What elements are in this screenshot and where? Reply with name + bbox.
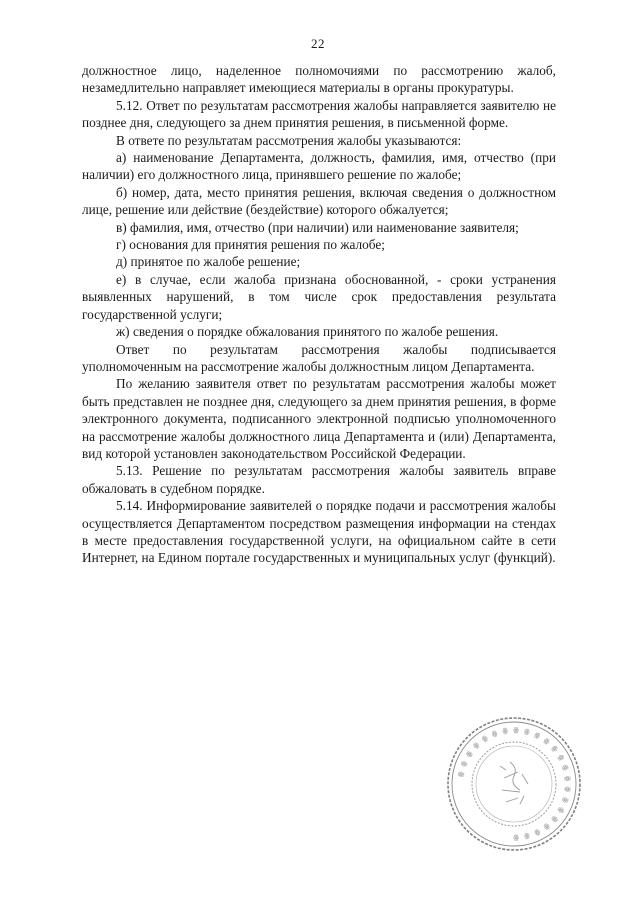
list-item-g: г) основания для принятия решения по жалобе; xyxy=(116,237,385,253)
paragraph: Ответ по результатам рассмотрения жалобы подписывается уполномоченным на рассмотрение жалобы должностным лицом Департамента. xyxy=(82,341,556,374)
stamp-seal xyxy=(444,714,584,854)
paragraph: По желанию заявителя ответ по результатам рассмотрения жалобы может быть представлен не позднее дня, следующего за днем принятия решения, в форме электронного документа, подписанного электронной подписью уполномоченного на рассмотрение жалобы должностного лица Департамента и (или) Департамента, вид которой установлен законодательством Российской Федерации. xyxy=(82,376,556,461)
list-item-d: д) принятое по жалобе решение; xyxy=(116,254,301,270)
page-number: 22 xyxy=(311,36,325,51)
list-item-zh: ж) сведения о порядке обжалования принятого по жалобе решения. xyxy=(116,324,499,340)
paragraph-5-12: 5.12. Ответ по результатам рассмотрения жалобы направляется заявителю не позднее дня, следующего за днем принятия решения, в письменной форме. xyxy=(82,97,556,131)
paragraph: В ответе по результатам рассмотрения жалобы указываются: xyxy=(116,132,462,148)
paragraph-5-13: 5.13. Решение по результатам рассмотрения жалобы заявитель вправе обжаловать в судебном порядке. xyxy=(82,463,556,496)
list-item-b: б) номер, дата, место принятия решения, включая сведения о должностном лице, решение или действие (бездействие) которого обжалуется; xyxy=(82,184,556,218)
svg-text:ꙮ ꙮ ꙮ ꙮ ꙮ ꙮ ꙮ ꙮ ꙮ ꙮ ꙮ ꙮ ꙮ ꙮ ꙮ: ꙮ ꙮ ꙮ ꙮ ꙮ ꙮ ꙮ ꙮ ꙮ ꙮ ꙮ ꙮ ꙮ ꙮ ꙮ ꙮ ꙮ ꙮ ꙮ ꙮ ꙮ ꙮ ꙮ xyxy=(456,725,573,843)
list-item-e: е) в случае, если жалоба признана обоснованной, - сроки устранения выявленных нарушений, в том числе срок предоставления результата государственной услуги; xyxy=(82,271,556,322)
list-item-a: а) наименование Департамента, должность, фамилия, имя, отчество (при наличии) его должностного лица, принявшего решение по жалобе; xyxy=(82,150,556,183)
paragraph-5-14: 5.14. Информирование заявителей о порядке подачи и рассмотрения жалобы осуществляется Департаментом посредством размещения информации на стендах в месте предоставления государственной услуги, на официальном сайте в сети Интернет, на Едином портале государственных и муниципальных услуг (функций). xyxy=(82,498,556,566)
list-item-v: в) фамилия, имя, отчество (при наличии) или наименование заявителя; xyxy=(116,219,519,235)
paragraph: должностное лицо, наделенное полномочиями по рассмотрению жалоб, незамедлительно направляет имеющиеся материалы в органы прокуратуры. xyxy=(82,63,556,96)
document-body xyxy=(82,62,556,567)
